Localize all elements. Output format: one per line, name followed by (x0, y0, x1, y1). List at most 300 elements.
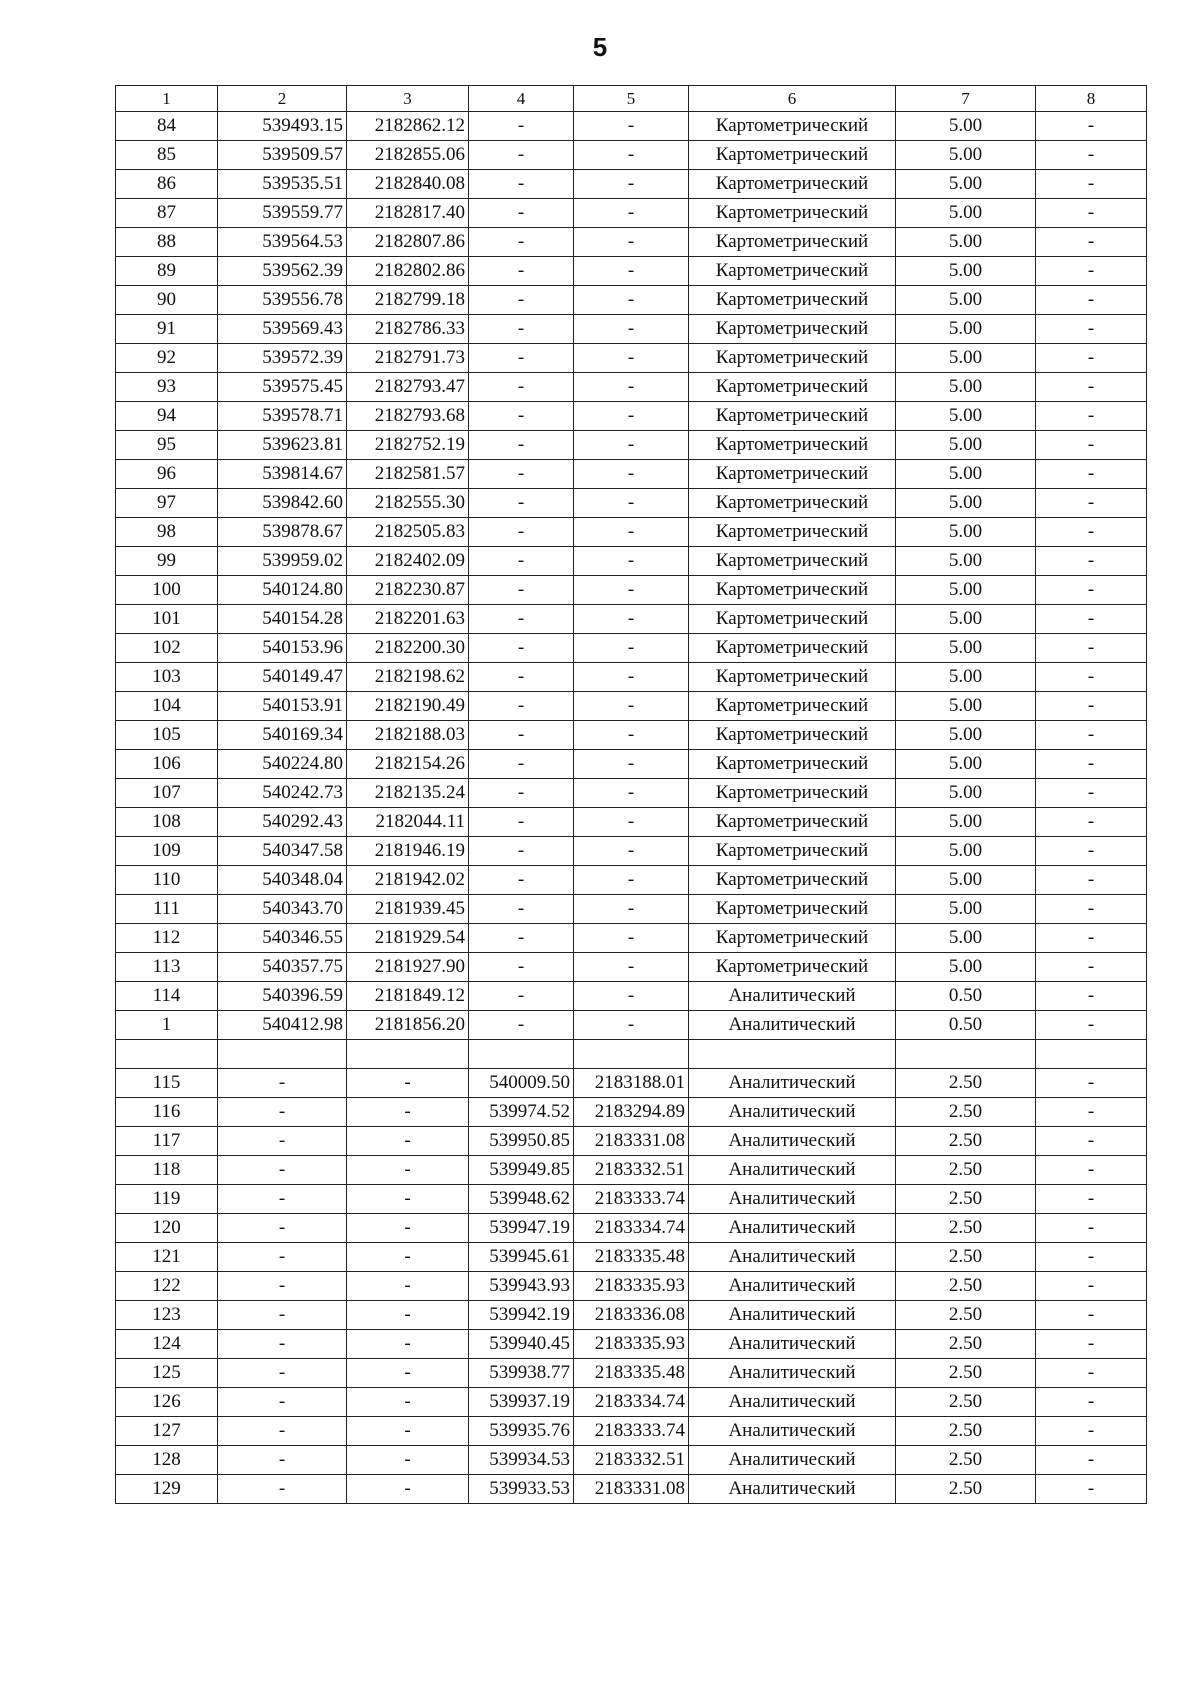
x-coordinate-new-cell: - (469, 460, 574, 489)
description-cell: - (1036, 1301, 1147, 1330)
description-cell: - (1036, 1185, 1147, 1214)
table-row (116, 315, 1147, 344)
y-coordinate-new-cell: 2183336.08 (574, 1301, 689, 1330)
x-coordinate-new-cell: - (469, 489, 574, 518)
y-coordinate-cell: 2181849.12 (347, 982, 469, 1011)
y-coordinate-new-cell: - (574, 344, 689, 373)
y-coordinate-cell: 2182198.62 (347, 663, 469, 692)
x-coordinate-new-cell: - (469, 344, 574, 373)
y-coordinate-cell: 2182555.30 (347, 489, 469, 518)
x-coordinate-new-cell: 539949.85 (469, 1156, 574, 1185)
y-coordinate-cell: 2182799.18 (347, 286, 469, 315)
method-cell: Аналитический (689, 982, 896, 1011)
method-cell: Аналитический (689, 1243, 896, 1272)
accuracy-cell: 2.50 (896, 1069, 1036, 1098)
x-coordinate-new-cell: - (469, 808, 574, 837)
method-cell: Картометрический (689, 837, 896, 866)
x-coordinate-cell: 540412.98 (218, 1011, 347, 1040)
x-coordinate-cell: - (218, 1098, 347, 1127)
y-coordinate-new-cell: - (574, 431, 689, 460)
x-coordinate-cell: 540347.58 (218, 837, 347, 866)
method-cell: Картометрический (689, 170, 896, 199)
table-row (116, 1272, 1147, 1301)
method-cell: Картометрический (689, 315, 896, 344)
point-number-cell: 88 (116, 228, 218, 257)
x-coordinate-cell: 539535.51 (218, 170, 347, 199)
table-row (116, 1069, 1147, 1098)
method-cell: Аналитический (689, 1069, 896, 1098)
x-coordinate-cell: 539559.77 (218, 199, 347, 228)
y-coordinate-cell (347, 1040, 469, 1069)
x-coordinate-new-cell: - (469, 518, 574, 547)
description-cell: - (1036, 402, 1147, 431)
table-row (116, 199, 1147, 228)
description-cell: - (1036, 1243, 1147, 1272)
y-coordinate-cell: - (347, 1272, 469, 1301)
point-number-cell: 102 (116, 634, 218, 663)
description-cell: - (1036, 779, 1147, 808)
x-coordinate-new-cell: - (469, 112, 574, 141)
x-coordinate-new-cell: - (469, 141, 574, 170)
accuracy-cell: 2.50 (896, 1098, 1036, 1127)
x-coordinate-new-cell: - (469, 402, 574, 431)
x-coordinate-new-cell: 539948.62 (469, 1185, 574, 1214)
method-cell: Картометрический (689, 547, 896, 576)
x-coordinate-cell: 540348.04 (218, 866, 347, 895)
x-coordinate-new-cell: 539933.53 (469, 1475, 574, 1504)
y-coordinate-cell: - (347, 1243, 469, 1272)
description-cell: - (1036, 547, 1147, 576)
y-coordinate-new-cell: - (574, 692, 689, 721)
y-coordinate-cell: 2182505.83 (347, 518, 469, 547)
y-coordinate-cell: 2182793.47 (347, 373, 469, 402)
y-coordinate-cell: - (347, 1359, 469, 1388)
table-row (116, 1185, 1147, 1214)
y-coordinate-new-cell: - (574, 170, 689, 199)
y-coordinate-cell: 2181929.54 (347, 924, 469, 953)
y-coordinate-cell: 2182855.06 (347, 141, 469, 170)
y-coordinate-new-cell: - (574, 982, 689, 1011)
point-number-cell: 122 (116, 1272, 218, 1301)
x-coordinate-new-cell: - (469, 692, 574, 721)
method-cell: Картометрический (689, 895, 896, 924)
description-cell: - (1036, 750, 1147, 779)
x-coordinate-new-cell: - (469, 982, 574, 1011)
point-number-cell: 108 (116, 808, 218, 837)
point-number-cell: 116 (116, 1098, 218, 1127)
x-coordinate-cell: 540343.70 (218, 895, 347, 924)
point-number-cell: 120 (116, 1214, 218, 1243)
point-number-cell: 129 (116, 1475, 218, 1504)
y-coordinate-cell: 2182807.86 (347, 228, 469, 257)
y-coordinate-cell: 2182188.03 (347, 721, 469, 750)
y-coordinate-new-cell: - (574, 402, 689, 431)
table-row (116, 634, 1147, 663)
description-cell: - (1036, 257, 1147, 286)
method-cell: Картометрический (689, 866, 896, 895)
x-coordinate-new-cell: 540009.50 (469, 1069, 574, 1098)
y-coordinate-new-cell: - (574, 605, 689, 634)
point-number-cell: 107 (116, 779, 218, 808)
point-number-cell: 105 (116, 721, 218, 750)
x-coordinate-cell: 539878.67 (218, 518, 347, 547)
table-row (116, 1417, 1147, 1446)
x-coordinate-new-cell: 539943.93 (469, 1272, 574, 1301)
description-cell: - (1036, 1214, 1147, 1243)
x-coordinate-cell: 540149.47 (218, 663, 347, 692)
x-coordinate-cell: 540153.91 (218, 692, 347, 721)
column-header: 7 (896, 86, 1036, 112)
description-cell: - (1036, 692, 1147, 721)
y-coordinate-cell: 2182581.57 (347, 460, 469, 489)
method-cell: Картометрический (689, 634, 896, 663)
table-body (116, 112, 1147, 1504)
x-coordinate-cell: 539569.43 (218, 315, 347, 344)
point-number-cell: 119 (116, 1185, 218, 1214)
method-cell: Картометрический (689, 750, 896, 779)
point-number-cell: 93 (116, 373, 218, 402)
x-coordinate-new-cell: 539945.61 (469, 1243, 574, 1272)
accuracy-cell: 5.00 (896, 344, 1036, 373)
x-coordinate-cell: - (218, 1388, 347, 1417)
y-coordinate-new-cell: 2183332.51 (574, 1446, 689, 1475)
table-row (116, 1301, 1147, 1330)
y-coordinate-cell: 2182402.09 (347, 547, 469, 576)
x-coordinate-new-cell: 539947.19 (469, 1214, 574, 1243)
method-cell: Аналитический (689, 1272, 896, 1301)
point-number-cell: 89 (116, 257, 218, 286)
x-coordinate-new-cell: - (469, 895, 574, 924)
accuracy-cell: 5.00 (896, 924, 1036, 953)
accuracy-cell: 5.00 (896, 257, 1036, 286)
y-coordinate-new-cell: - (574, 866, 689, 895)
table-row (116, 895, 1147, 924)
y-coordinate-cell: 2182154.26 (347, 750, 469, 779)
description-cell: - (1036, 1359, 1147, 1388)
method-cell: Картометрический (689, 808, 896, 837)
x-coordinate-cell: 539623.81 (218, 431, 347, 460)
x-coordinate-new-cell: 539950.85 (469, 1127, 574, 1156)
y-coordinate-new-cell: - (574, 315, 689, 344)
y-coordinate-new-cell: - (574, 837, 689, 866)
description-cell: - (1036, 1330, 1147, 1359)
method-cell: Аналитический (689, 1330, 896, 1359)
x-coordinate-new-cell: - (469, 837, 574, 866)
description-cell: - (1036, 141, 1147, 170)
y-coordinate-new-cell: - (574, 373, 689, 402)
method-cell: Картометрический (689, 199, 896, 228)
column-header: 2 (218, 86, 347, 112)
description-cell: - (1036, 1069, 1147, 1098)
table-row (116, 721, 1147, 750)
y-coordinate-new-cell: 2183332.51 (574, 1156, 689, 1185)
y-coordinate-cell: - (347, 1156, 469, 1185)
accuracy-cell: 5.00 (896, 953, 1036, 982)
table-row (116, 866, 1147, 895)
point-number-cell: 125 (116, 1359, 218, 1388)
x-coordinate-cell: 540124.80 (218, 576, 347, 605)
table-row (116, 1127, 1147, 1156)
x-coordinate-cell: 539575.45 (218, 373, 347, 402)
y-coordinate-cell: 2182752.19 (347, 431, 469, 460)
x-coordinate-cell: - (218, 1243, 347, 1272)
point-number-cell: 90 (116, 286, 218, 315)
method-cell: Картометрический (689, 663, 896, 692)
y-coordinate-new-cell: 2183331.08 (574, 1475, 689, 1504)
point-number-cell: 100 (116, 576, 218, 605)
y-coordinate-cell: - (347, 1301, 469, 1330)
table-row (116, 953, 1147, 982)
point-number-cell: 97 (116, 489, 218, 518)
description-cell: - (1036, 489, 1147, 518)
accuracy-cell: 5.00 (896, 895, 1036, 924)
x-coordinate-new-cell: 539935.76 (469, 1417, 574, 1446)
y-coordinate-new-cell (574, 1040, 689, 1069)
description-cell: - (1036, 1098, 1147, 1127)
method-cell: Аналитический (689, 1388, 896, 1417)
y-coordinate-cell: - (347, 1446, 469, 1475)
method-cell: Аналитический (689, 1127, 896, 1156)
method-cell: Картометрический (689, 344, 896, 373)
y-coordinate-new-cell: 2183294.89 (574, 1098, 689, 1127)
y-coordinate-cell: 2181939.45 (347, 895, 469, 924)
x-coordinate-new-cell: - (469, 170, 574, 199)
table-row (116, 344, 1147, 373)
point-number-cell (116, 1040, 218, 1069)
accuracy-cell: 2.50 (896, 1185, 1036, 1214)
x-coordinate-new-cell: - (469, 199, 574, 228)
x-coordinate-cell (218, 1040, 347, 1069)
accuracy-cell: 2.50 (896, 1243, 1036, 1272)
accuracy-cell: 2.50 (896, 1417, 1036, 1446)
accuracy-cell: 5.00 (896, 808, 1036, 837)
point-number-cell: 114 (116, 982, 218, 1011)
table-row (116, 663, 1147, 692)
accuracy-cell: 5.00 (896, 170, 1036, 199)
point-number-cell: 87 (116, 199, 218, 228)
y-coordinate-new-cell: - (574, 286, 689, 315)
y-coordinate-cell: 2182786.33 (347, 315, 469, 344)
accuracy-cell: 5.00 (896, 576, 1036, 605)
accuracy-cell: 2.50 (896, 1127, 1036, 1156)
description-cell: - (1036, 199, 1147, 228)
table-row (116, 460, 1147, 489)
method-cell: Картометрический (689, 489, 896, 518)
y-coordinate-cell: 2182817.40 (347, 199, 469, 228)
accuracy-cell: 5.00 (896, 112, 1036, 141)
point-number-cell: 106 (116, 750, 218, 779)
method-cell: Картометрический (689, 953, 896, 982)
x-coordinate-cell: - (218, 1417, 347, 1446)
x-coordinate-cell: 540154.28 (218, 605, 347, 634)
x-coordinate-cell: 540153.96 (218, 634, 347, 663)
x-coordinate-cell: - (218, 1475, 347, 1504)
accuracy-cell: 5.00 (896, 141, 1036, 170)
point-number-cell: 127 (116, 1417, 218, 1446)
table-row (116, 924, 1147, 953)
description-cell: - (1036, 605, 1147, 634)
method-cell: Картометрический (689, 112, 896, 141)
y-coordinate-new-cell: 2183334.74 (574, 1388, 689, 1417)
x-coordinate-new-cell: - (469, 721, 574, 750)
table-row (116, 1011, 1147, 1040)
table-row (116, 692, 1147, 721)
x-coordinate-new-cell: - (469, 750, 574, 779)
table-row (116, 837, 1147, 866)
x-coordinate-cell: - (218, 1330, 347, 1359)
description-cell: - (1036, 982, 1147, 1011)
point-number-cell: 115 (116, 1069, 218, 1098)
y-coordinate-new-cell: 2183335.93 (574, 1272, 689, 1301)
x-coordinate-cell: - (218, 1156, 347, 1185)
x-coordinate-new-cell: 539938.77 (469, 1359, 574, 1388)
y-coordinate-cell: - (347, 1127, 469, 1156)
table-row (116, 1330, 1147, 1359)
method-cell: Картометрический (689, 924, 896, 953)
column-header: 5 (574, 86, 689, 112)
accuracy-cell (896, 1040, 1036, 1069)
description-cell: - (1036, 373, 1147, 402)
x-coordinate-cell: 540292.43 (218, 808, 347, 837)
method-cell: Аналитический (689, 1156, 896, 1185)
description-cell: - (1036, 837, 1147, 866)
y-coordinate-cell: - (347, 1330, 469, 1359)
method-cell: Аналитический (689, 1098, 896, 1127)
y-coordinate-cell: 2181927.90 (347, 953, 469, 982)
point-number-cell: 128 (116, 1446, 218, 1475)
x-coordinate-cell: 539959.02 (218, 547, 347, 576)
accuracy-cell: 2.50 (896, 1475, 1036, 1504)
y-coordinate-new-cell: 2183331.08 (574, 1127, 689, 1156)
x-coordinate-cell: - (218, 1301, 347, 1330)
point-number-cell: 98 (116, 518, 218, 547)
method-cell: Картометрический (689, 402, 896, 431)
y-coordinate-new-cell: - (574, 460, 689, 489)
method-cell: Картометрический (689, 576, 896, 605)
x-coordinate-new-cell: 539940.45 (469, 1330, 574, 1359)
accuracy-cell: 5.00 (896, 866, 1036, 895)
page-number: 5 (592, 32, 608, 62)
accuracy-cell: 5.00 (896, 489, 1036, 518)
accuracy-cell: 2.50 (896, 1272, 1036, 1301)
accuracy-cell: 5.00 (896, 228, 1036, 257)
x-coordinate-new-cell: - (469, 576, 574, 605)
description-cell: - (1036, 1417, 1147, 1446)
description-cell: - (1036, 228, 1147, 257)
x-coordinate-new-cell: - (469, 779, 574, 808)
accuracy-cell: 0.50 (896, 982, 1036, 1011)
x-coordinate-cell: 540346.55 (218, 924, 347, 953)
x-coordinate-new-cell: - (469, 315, 574, 344)
y-coordinate-new-cell: - (574, 895, 689, 924)
x-coordinate-cell: 539564.53 (218, 228, 347, 257)
x-coordinate-new-cell: 539942.19 (469, 1301, 574, 1330)
accuracy-cell: 2.50 (896, 1214, 1036, 1243)
point-number-cell: 111 (116, 895, 218, 924)
table-row (116, 605, 1147, 634)
accuracy-cell: 5.00 (896, 460, 1036, 489)
y-coordinate-new-cell: - (574, 141, 689, 170)
y-coordinate-new-cell: - (574, 750, 689, 779)
method-cell: Картометрический (689, 286, 896, 315)
accuracy-cell: 5.00 (896, 692, 1036, 721)
description-cell: - (1036, 1156, 1147, 1185)
method-cell: Аналитический (689, 1214, 896, 1243)
description-cell: - (1036, 576, 1147, 605)
column-header: 6 (689, 86, 896, 112)
description-cell: - (1036, 1011, 1147, 1040)
y-coordinate-cell: 2181946.19 (347, 837, 469, 866)
accuracy-cell: 5.00 (896, 373, 1036, 402)
table-row (116, 1098, 1147, 1127)
table-row (116, 1359, 1147, 1388)
y-coordinate-new-cell: - (574, 634, 689, 663)
table-row (116, 808, 1147, 837)
description-cell: - (1036, 170, 1147, 199)
x-coordinate-new-cell: - (469, 373, 574, 402)
table-row (116, 141, 1147, 170)
table-row (116, 431, 1147, 460)
y-coordinate-cell: 2182190.49 (347, 692, 469, 721)
point-number-cell: 92 (116, 344, 218, 373)
point-number-cell: 85 (116, 141, 218, 170)
x-coordinate-cell: - (218, 1214, 347, 1243)
y-coordinate-cell: - (347, 1214, 469, 1243)
point-number-cell: 109 (116, 837, 218, 866)
description-cell: - (1036, 663, 1147, 692)
point-number-cell: 123 (116, 1301, 218, 1330)
table-row (116, 576, 1147, 605)
point-number-cell: 95 (116, 431, 218, 460)
y-coordinate-new-cell: 2183333.74 (574, 1417, 689, 1446)
x-coordinate-new-cell: 539974.52 (469, 1098, 574, 1127)
x-coordinate-new-cell: - (469, 866, 574, 895)
column-header: 4 (469, 86, 574, 112)
method-cell: Аналитический (689, 1185, 896, 1214)
method-cell: Картометрический (689, 373, 896, 402)
point-number-cell: 103 (116, 663, 218, 692)
description-cell: - (1036, 953, 1147, 982)
point-number-cell: 126 (116, 1388, 218, 1417)
x-coordinate-cell: 540357.75 (218, 953, 347, 982)
y-coordinate-cell: 2182201.63 (347, 605, 469, 634)
y-coordinate-new-cell: - (574, 199, 689, 228)
method-cell: Картометрический (689, 518, 896, 547)
column-header: 8 (1036, 86, 1147, 112)
x-coordinate-cell: 539572.39 (218, 344, 347, 373)
y-coordinate-cell: 2182230.87 (347, 576, 469, 605)
description-cell: - (1036, 431, 1147, 460)
y-coordinate-new-cell: 2183335.93 (574, 1330, 689, 1359)
x-coordinate-cell: - (218, 1185, 347, 1214)
description-cell: - (1036, 112, 1147, 141)
x-coordinate-new-cell: - (469, 286, 574, 315)
description-cell: - (1036, 460, 1147, 489)
x-coordinate-cell: 539814.67 (218, 460, 347, 489)
table-row (116, 750, 1147, 779)
table-row (116, 518, 1147, 547)
x-coordinate-cell: 540242.73 (218, 779, 347, 808)
table-row (116, 402, 1147, 431)
table-row (116, 170, 1147, 199)
y-coordinate-cell: 2182840.08 (347, 170, 469, 199)
description-cell: - (1036, 634, 1147, 663)
point-number-cell: 96 (116, 460, 218, 489)
y-coordinate-new-cell: - (574, 779, 689, 808)
y-coordinate-cell: - (347, 1098, 469, 1127)
table-row (116, 489, 1147, 518)
description-cell: - (1036, 1446, 1147, 1475)
